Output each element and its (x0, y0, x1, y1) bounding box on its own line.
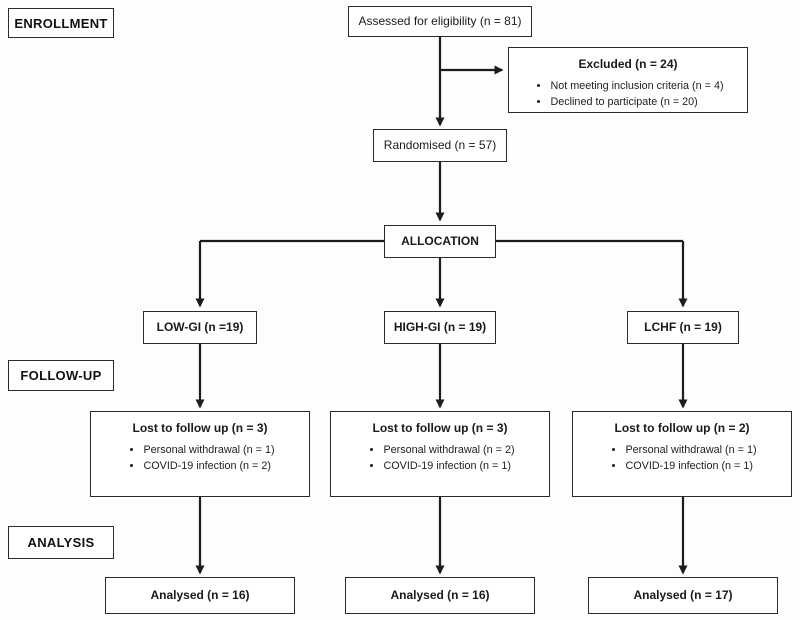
lost-followup-title: Lost to follow up (n = 3) (372, 421, 508, 435)
lost-followup-title: Lost to follow up (n = 3) (132, 421, 268, 435)
lost-followup-reasons-list (125, 443, 274, 474)
lost-followup-reasons-list (607, 443, 756, 474)
stage-label-analysis: ANALYSIS (8, 526, 114, 559)
lost-followup-highgi-box (330, 411, 550, 497)
analysed-highgi-box: Analysed (n = 16) (345, 577, 535, 614)
lost-followup-reasons-list (365, 443, 514, 474)
stage-label-enrollment: ENROLLMENT (8, 8, 114, 38)
lost-followup-lowgi-box (90, 411, 310, 497)
arm-lowgi-box: LOW-GI (n =19) (143, 311, 257, 344)
excluded-title: Excluded (n = 24) (578, 57, 678, 71)
lost-reason: • COVID-19 infection (n = 2) (143, 459, 274, 475)
arm-highgi-box: HIGH-GI (n = 19) (384, 311, 496, 344)
assessed-for-eligibility-box: Assessed for eligibility (n = 81) (348, 6, 532, 37)
analysed-lowgi-box: Analysed (n = 16) (105, 577, 295, 614)
arm-lchf-box: LCHF (n = 19) (627, 311, 739, 344)
excluded-reason: • Declined to participate (n = 20) (550, 95, 723, 111)
lost-followup-lchf-box (572, 411, 792, 497)
lost-reason: • COVID-19 infection (n = 1) (625, 459, 756, 475)
stage-label-followup: FOLLOW-UP (8, 360, 114, 391)
excluded-reasons-list (532, 79, 723, 110)
excluded-box (508, 47, 748, 113)
analysed-lchf-box: Analysed (n = 17) (588, 577, 778, 614)
lost-reason: • Personal withdrawal (n = 1) (625, 443, 756, 459)
lost-reason: • COVID-19 infection (n = 1) (383, 459, 514, 475)
randomised-box: Randomised (n = 57) (373, 129, 507, 162)
excluded-reason: • Not meeting inclusion criteria (n = 4) (550, 79, 723, 95)
lost-followup-title: Lost to follow up (n = 2) (614, 421, 750, 435)
lost-reason: • Personal withdrawal (n = 2) (383, 443, 514, 459)
lost-reason: • Personal withdrawal (n = 1) (143, 443, 274, 459)
allocation-box: ALLOCATION (384, 225, 496, 258)
